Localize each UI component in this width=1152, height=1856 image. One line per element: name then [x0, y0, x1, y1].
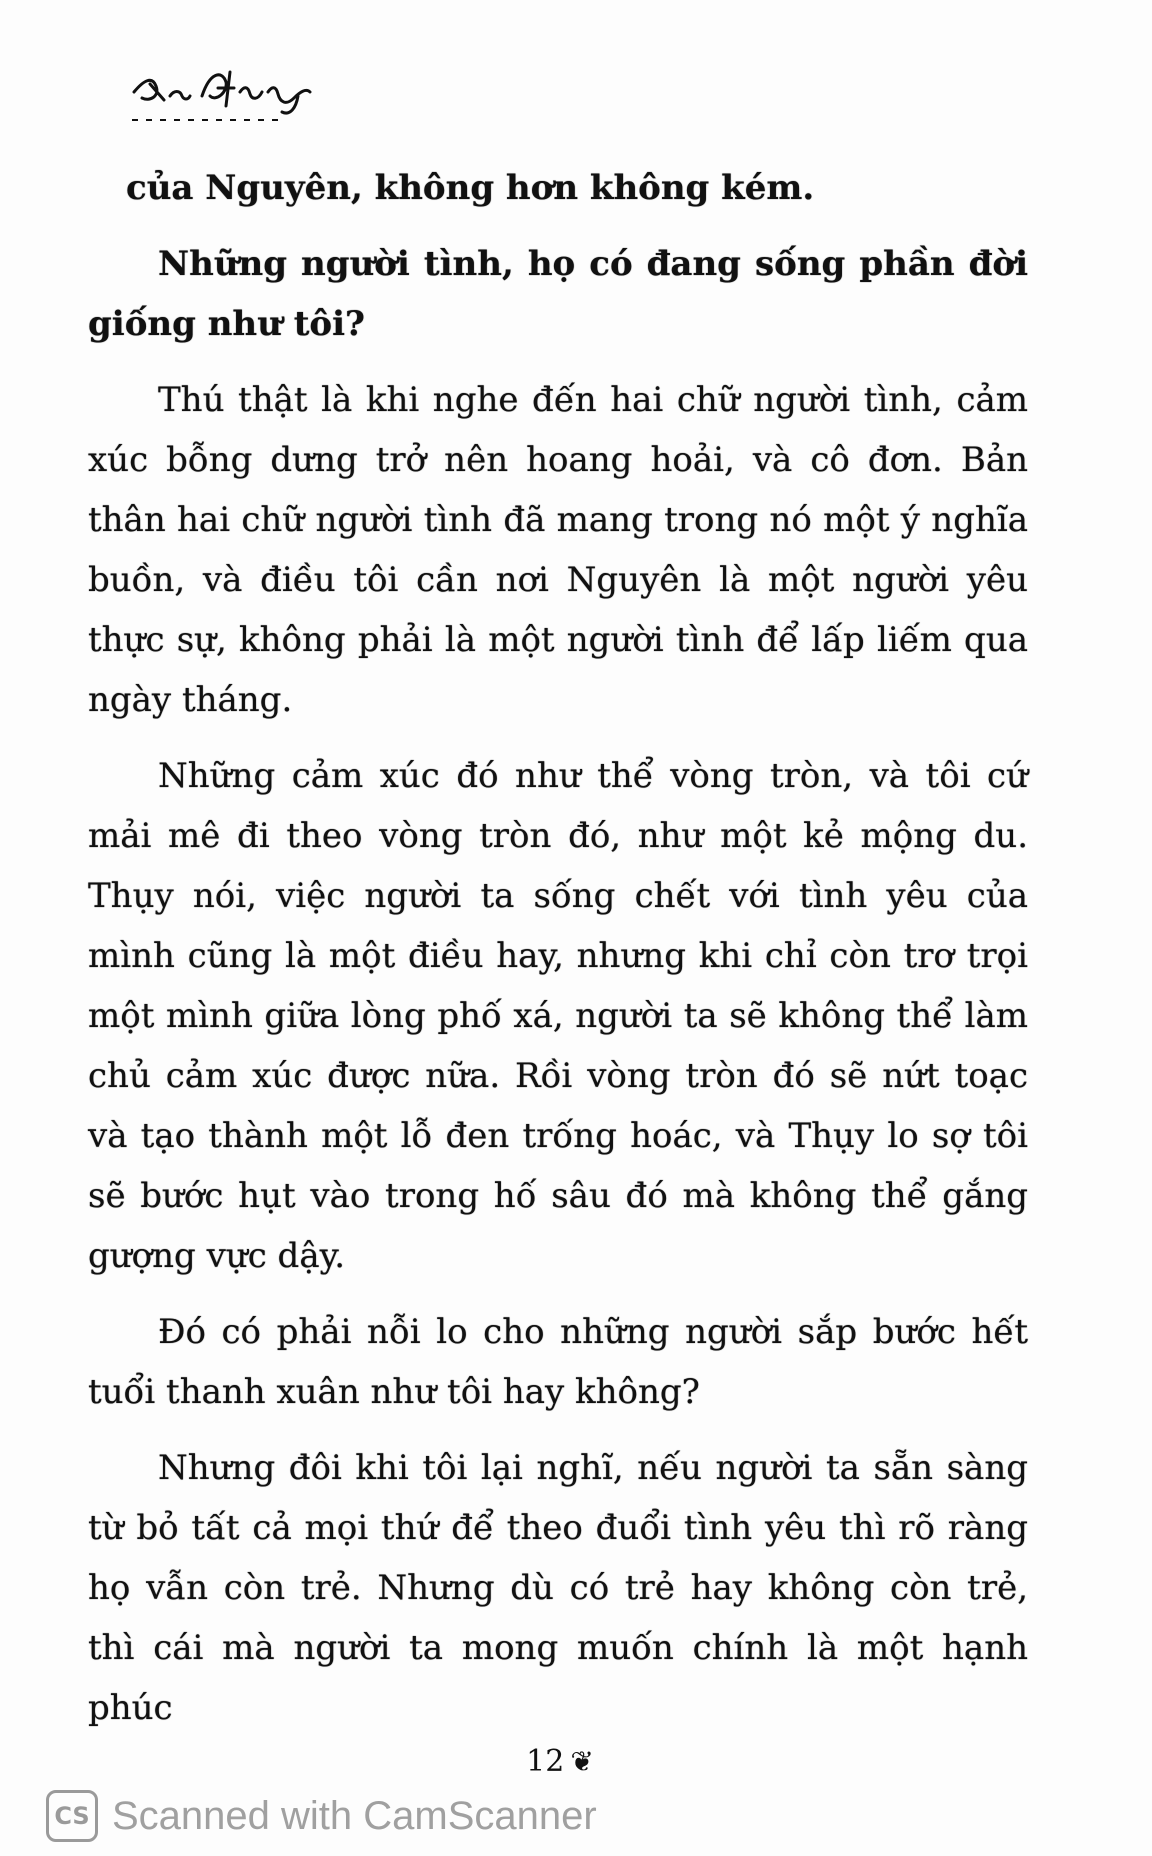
header-signature	[130, 62, 320, 126]
paragraph-6: Nhưng đôi khi tôi lại nghĩ, nếu người ta sẵn sàng từ bỏ tất cả mọi thứ để theo đuổi tình yêu thì rõ ràng họ vẫn còn trẻ. Nhưng dù có trẻ hay không còn trẻ, thì cái mà người ta mong muốn chính là một hạnh phúc	[88, 1448, 1028, 1728]
paragraph-2: Những người tình, họ có đang sống phần đời giống như tôi?	[88, 244, 1028, 344]
page-ornament-icon: ❦	[570, 1745, 594, 1778]
camscanner-watermark	[46, 1788, 597, 1844]
camscanner-logo-icon: CS	[46, 1790, 98, 1842]
paragraph-4: Những cảm xúc đó như thể vòng tròn, và tôi cứ mải mê đi theo vòng tròn đó, như một kẻ mộng du. Thụy nói, việc người ta sống chết với tình yêu của mình cũng là một điều hay, nhưng khi chỉ còn trơ trọi một mình giữa lòng phố xá, người ta sẽ không thể làm chủ cảm xúc được nữa. Rồi vòng tròn đó sẽ nứt toạc và tạo thành một lỗ đen trống hoác, và Thụy lo sợ tôi sẽ bước hụt vào trong hố sâu đó mà không thể gắng gượng vực dậy.	[88, 756, 1028, 1276]
page-number	[500, 1744, 620, 1779]
body-text	[88, 158, 1028, 1738]
paragraph-3: Thú thật là khi nghe đến hai chữ người tình, cảm xúc bỗng dưng trở nên hoang hoải, và cô đơn. Bản thân hai chữ người tình đã mang trong nó một ý nghĩa buồn, và điều tôi cần nơi Nguyên là một người yêu thực sự, không phải là một người tình để lấp liếm qua ngày tháng.	[88, 380, 1028, 720]
paragraph-1: của Nguyên, không hơn không kém.	[126, 168, 815, 208]
paragraph-5: Đó có phải nỗi lo cho những người sắp bước hết tuổi thanh xuân như tôi hay không?	[88, 1312, 1028, 1412]
watermark-label: Scanned with CamScanner	[112, 1793, 597, 1838]
page-number-value: 12	[526, 1744, 565, 1779]
signature-graphic	[130, 62, 320, 126]
